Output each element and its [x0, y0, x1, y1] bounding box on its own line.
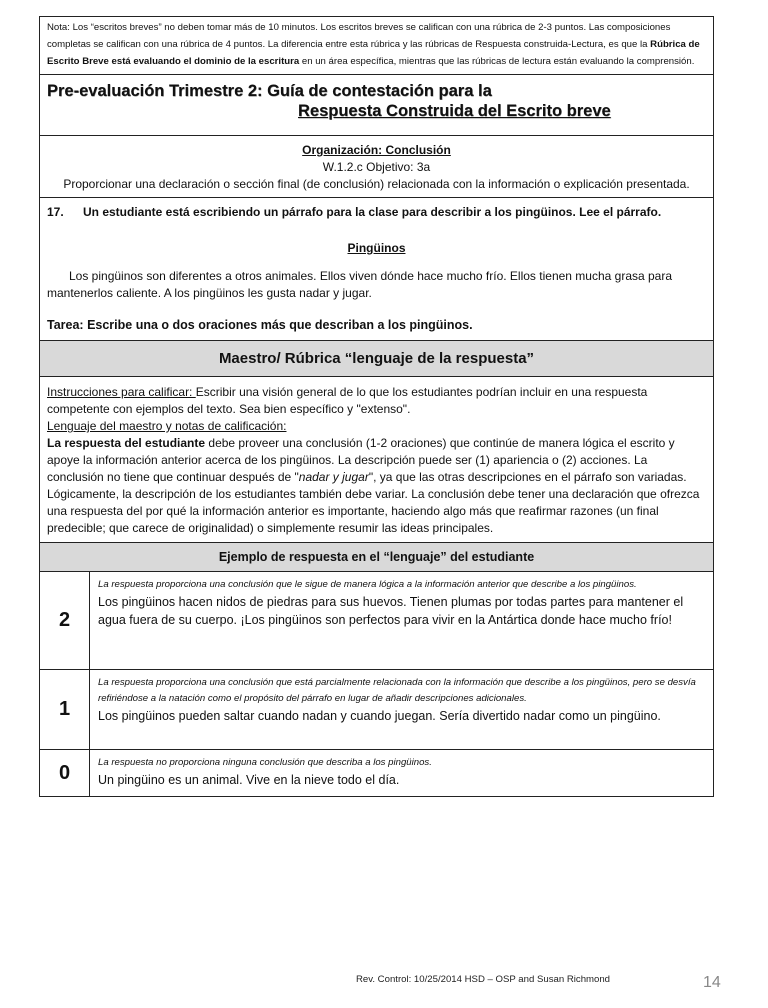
- instructions-label: Instrucciones para calificar:: [47, 385, 196, 399]
- score-example: Un pingüino es un animal. Vive en la nieve todo el día.: [98, 773, 400, 787]
- passage-title: Pingüinos: [347, 241, 406, 255]
- score-row-0: [40, 750, 714, 797]
- scoring-notes-body-1: debe proveer una conclusión (1-2 oraciones) que continúe de manera lógica el escrito y apoye la información anterior acerca de los pingüinos. La descripción puede ser (1) apariencia o (2) acciones. La conclusión no tiene que continuar después de ": [47, 436, 675, 484]
- score-example: Los pingüinos hacen nidos de piedras para sus huevos. Tienen plumas por todas partes para mantener el agua fuera de su cuerpo. ¡Los pingüinos son perfectos para vivir en la Antártica donde hace mucho frío!: [98, 595, 684, 627]
- question-prompt: Un estudiante está escribiendo un párrafo para la clase para describir a los pingüinos. Lee el párrafo.: [83, 205, 662, 219]
- rubric-header: Maestro/ Rúbrica “lenguaje de la respuesta”: [40, 341, 714, 377]
- example-header-row: [40, 543, 714, 572]
- score-text-cell: [90, 750, 714, 797]
- instructions-text: Escribir una visión general de lo que los estudiantes podrían incluir en una respuesta competente con ejemplos del texto. Sea bien específico y "extenso".: [47, 385, 648, 416]
- student-response-label: La respuesta del estudiante: [47, 436, 206, 450]
- note-cell: [40, 17, 714, 75]
- passage-text: Los pingüinos son diferentes a otros animales. Ellos viven dónde hace mucho frío. Ellos tienen mucha grasa para mantenerlos caliente. A los pingüinos les gusta nadar y jugar.: [47, 269, 673, 300]
- question-row: [40, 198, 714, 341]
- title-cell: [40, 75, 714, 136]
- organization-title: Organización: Conclusión: [302, 143, 451, 157]
- score-description: La respuesta no proporciona ninguna conclusión que describa a los pingüinos.: [98, 757, 432, 768]
- teacher-language-label: Lenguaje del maestro y notas de calificación:: [47, 419, 287, 433]
- score-example: Los pingüinos pueden saltar cuando nadan y cuando juegan. Sería divertido nadar como un pingüino.: [98, 709, 661, 723]
- task-text: Tarea: Escribe una o dos oraciones más que describan a los pingüinos.: [47, 318, 473, 332]
- organization-row: [40, 136, 714, 198]
- score-row-1: [40, 670, 714, 750]
- score-value: 0: [40, 750, 90, 797]
- page-title-line-1: Pre-evaluación Trimestre 2: Guía de contestación para la: [47, 82, 492, 100]
- rubric-header-row: [40, 341, 714, 377]
- score-text-cell: [90, 670, 714, 750]
- organization-description: Proporcionar una declaración o sección final (de conclusión) relacionada con la información o explicación presentada.: [63, 177, 690, 191]
- example-header: Ejemplo de respuesta en el “lenguaje” del estudiante: [40, 543, 714, 572]
- note-bold-text: Rúbrica de Escrito Breve está evaluando el dominio de la escritura: [47, 39, 700, 67]
- scoring-notes-italic: nadar y jugar: [298, 470, 369, 484]
- note-text-1: Nota: Los “escritos breves” no deben tomar más de 10 minutos. Los escritos breves se califican con una rúbrica de 2-3 puntos. Las composiciones completas se califican con una rúbrica de 4 puntos. La diferencia entre esta rúbrica y las rúbricas de Respuesta construida-Lectura, es que la: [47, 22, 671, 50]
- rubric-document-table: [39, 16, 714, 797]
- score-value: 2: [40, 572, 90, 670]
- note-text-2: en un área específica, mientras que las rúbricas de lectura están evaluando la comprensión.: [299, 56, 695, 67]
- question-cell: [40, 198, 714, 341]
- organization-cell: [40, 136, 714, 198]
- objective-code: W.1.2.c Objetivo: 3a: [322, 160, 431, 174]
- score-description: La respuesta proporciona una conclusión que está parcialmente relacionada con la información que describe a los pingüinos, pero se desvía refiriéndose a la natación como el propósito del párrafo en lugar de añadir descripciones adicionales.: [98, 677, 696, 704]
- score-row-2: [40, 572, 714, 670]
- instructions-cell: [40, 377, 714, 543]
- page-number: 14: [703, 974, 721, 991]
- scoring-notes-body-2: ", ya que las otras descripciones en el párrafo son variadas. Lógicamente, la descripción de los estudiantes también debe variar. La conclusión debe tener una declaración que ofrezca una respuesta del por qué la información anterior es importante, haciendo algo más que reafirmar razones (un final predecible; que carece de originalidad) o simplemente resumir las ideas principales.: [47, 470, 700, 535]
- question-number: 17.: [47, 205, 64, 219]
- instructions-row: [40, 377, 714, 543]
- title-row: [40, 75, 714, 136]
- score-description: La respuesta proporciona una conclusión que le sigue de manera lógica a la información anterior que describe a los pingüinos.: [98, 579, 637, 590]
- footer-revision-control: Rev. Control: 10/25/2014 HSD – OSP and Susan Richmond: [356, 974, 611, 985]
- question-prompt-line: [47, 204, 706, 221]
- note-row: [40, 17, 714, 75]
- page-title-line-2: Respuesta Construida del Escrito breve: [298, 102, 611, 120]
- score-value: 1: [40, 670, 90, 750]
- scoring-notes: [47, 435, 706, 537]
- score-text-cell: [90, 572, 714, 670]
- instructions-paragraph: [47, 384, 706, 418]
